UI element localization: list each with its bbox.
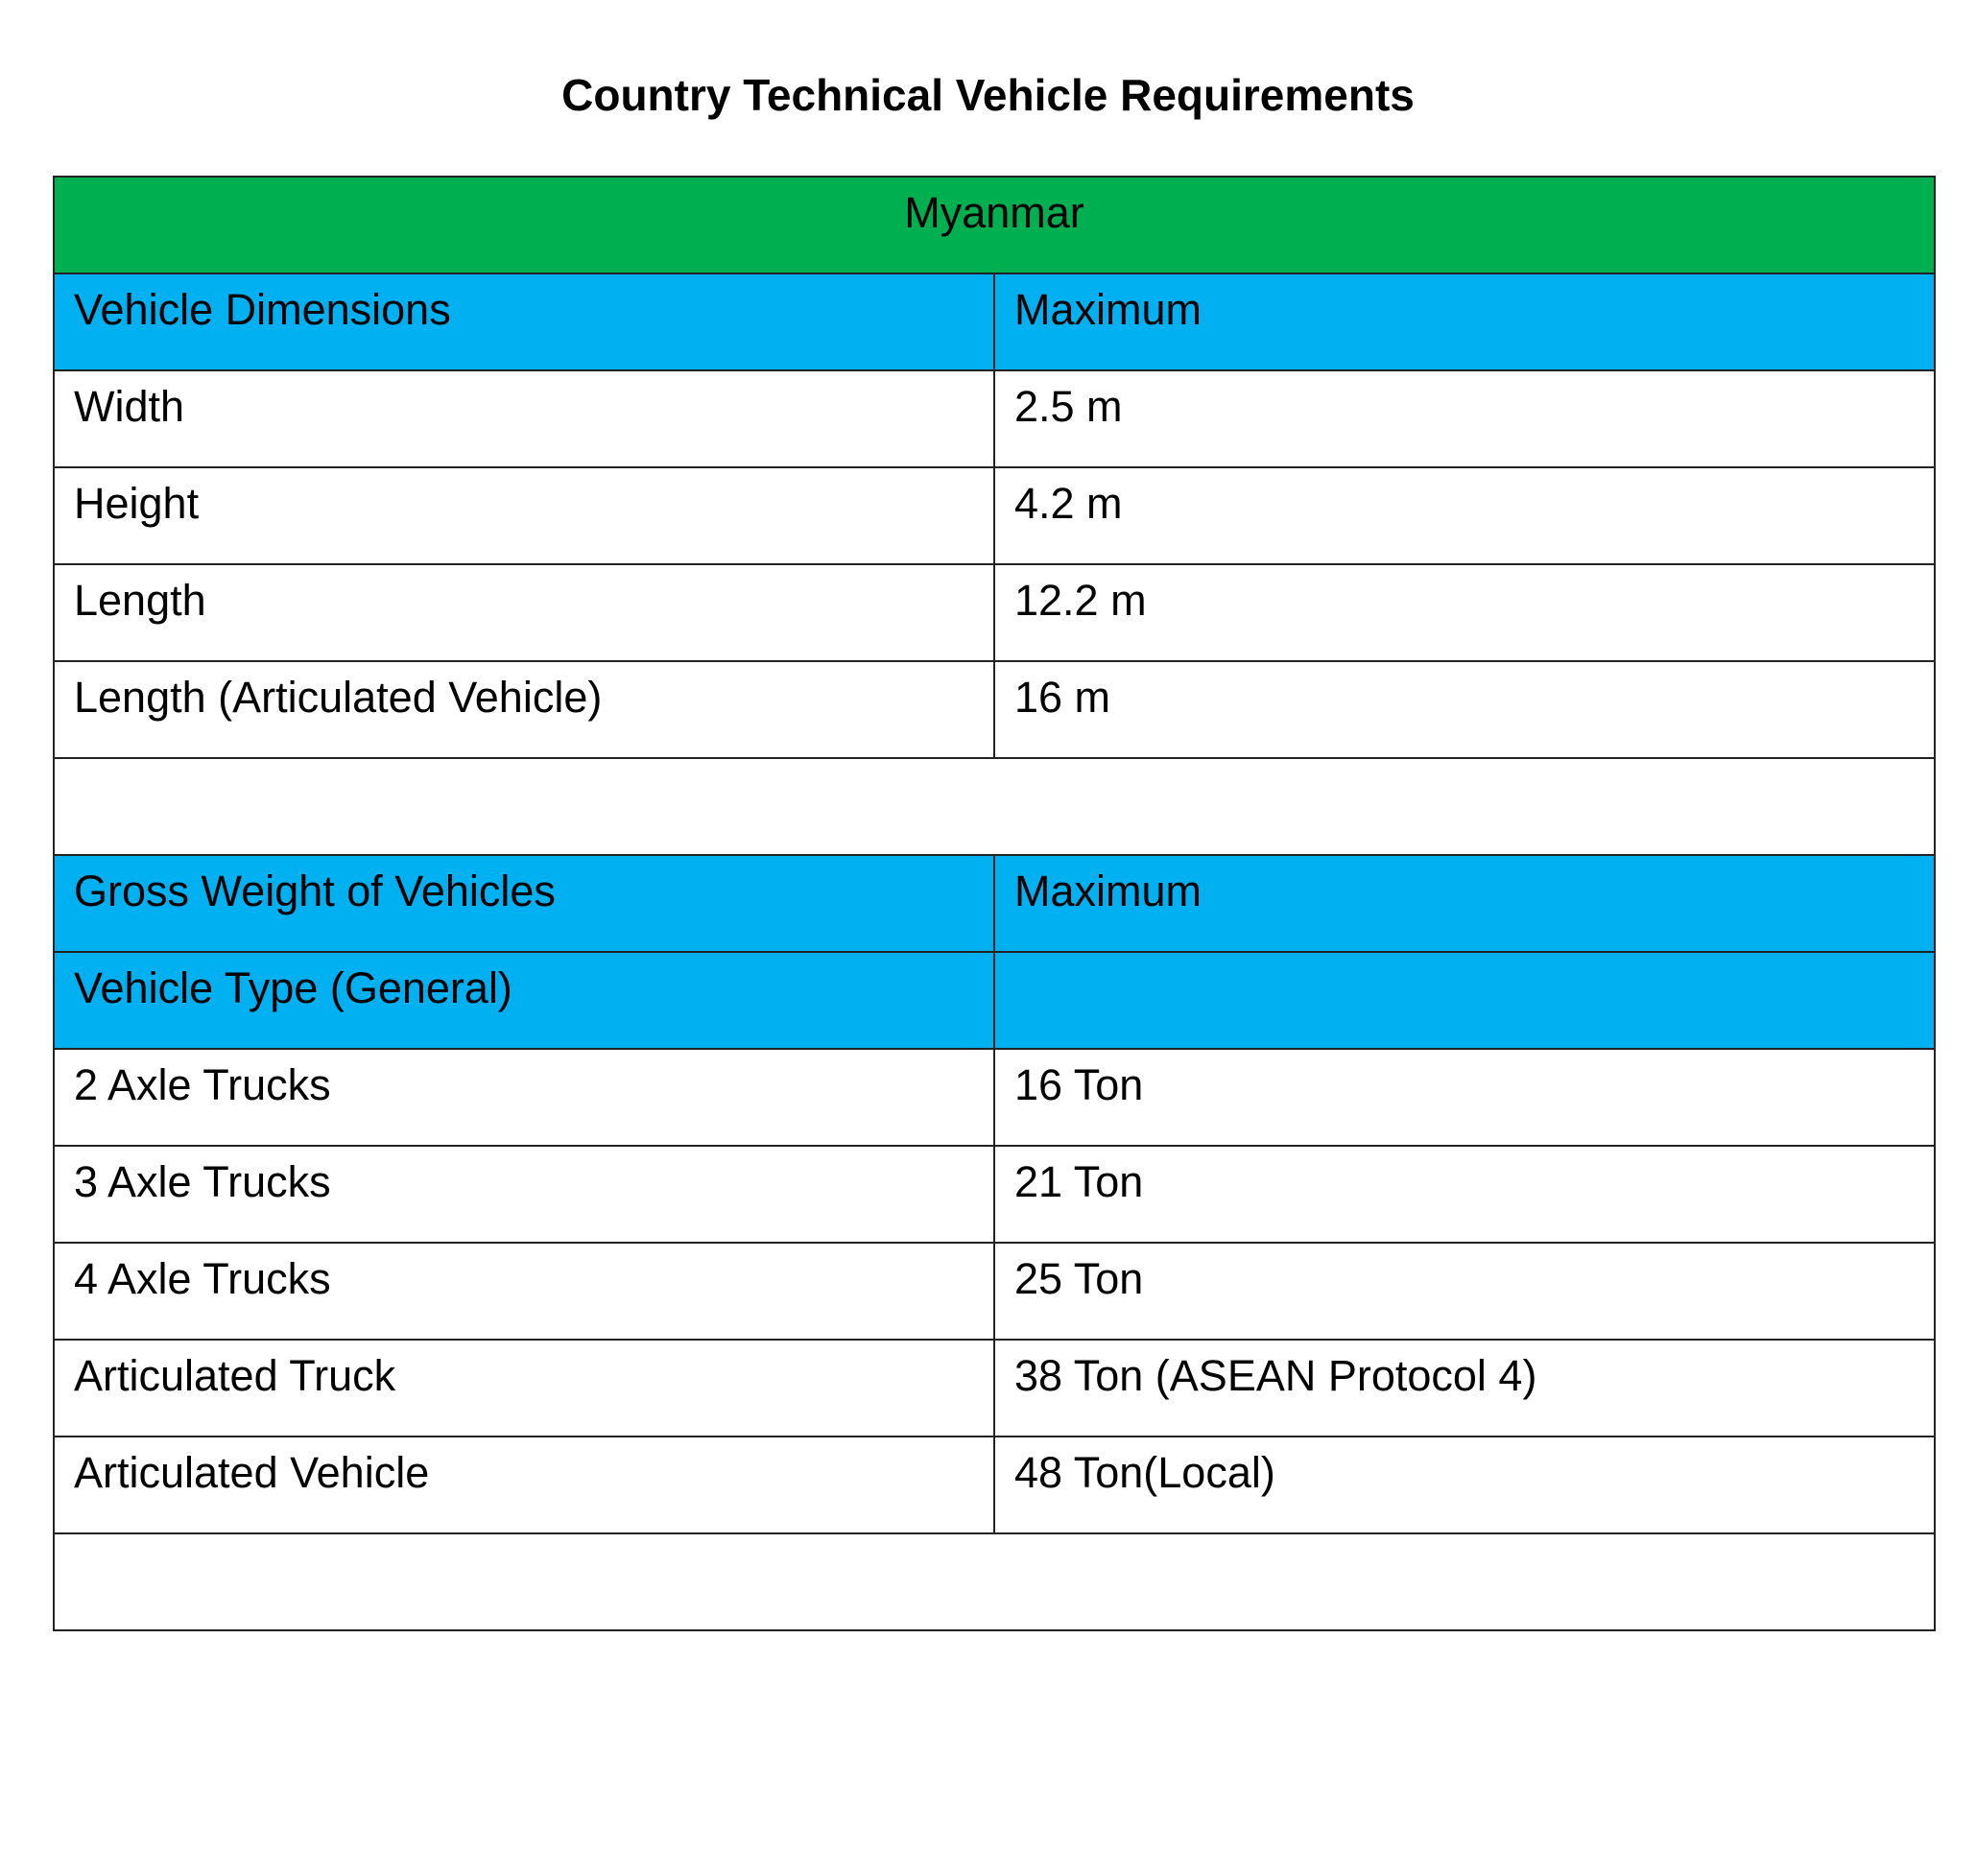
weight-value: 48 Ton(Local) [994, 1437, 1935, 1533]
weight-value: 16 Ton [994, 1049, 1935, 1146]
table-row [54, 467, 1935, 564]
requirements-table [53, 176, 1936, 1631]
dimension-value: 12.2 m [994, 564, 1935, 661]
weight-value: 38 Ton (ASEAN Protocol 4) [994, 1340, 1935, 1437]
dimension-value: 2.5 m [994, 370, 1935, 467]
table-row [54, 1437, 1935, 1533]
dimension-value: 16 m [994, 661, 1935, 758]
vehicle-type-label: Articulated Truck [54, 1340, 994, 1437]
dimension-label: Length (Articulated Vehicle) [54, 661, 994, 758]
weights-header-maximum: Maximum [994, 855, 1935, 952]
weights-header-label: Gross Weight of Vehicles [54, 855, 994, 952]
weights-header-row [54, 855, 1935, 952]
vehicle-type-label: Articulated Vehicle [54, 1437, 994, 1533]
table-row [54, 370, 1935, 467]
weight-value: 25 Ton [994, 1243, 1935, 1340]
vehicle-type-header-row [54, 952, 1935, 1049]
spacer-row [54, 1533, 1935, 1630]
dimensions-header-row [54, 273, 1935, 370]
dimension-label: Width [54, 370, 994, 467]
vehicle-type-header-empty [994, 952, 1935, 1049]
vehicle-type-label: 4 Axle Trucks [54, 1243, 994, 1340]
dimensions-header-maximum: Maximum [994, 273, 1935, 370]
table-row [54, 1340, 1935, 1437]
table-row [54, 1146, 1935, 1243]
dimension-label: Length [54, 564, 994, 661]
dimensions-header-label: Vehicle Dimensions [54, 273, 994, 370]
country-name: Myanmar [54, 177, 1935, 273]
table-row [54, 564, 1935, 661]
vehicle-type-label: 3 Axle Trucks [54, 1146, 994, 1243]
dimension-label: Height [54, 467, 994, 564]
dimension-value: 4.2 m [994, 467, 1935, 564]
table-row [54, 1049, 1935, 1146]
vehicle-type-header-label: Vehicle Type (General) [54, 952, 994, 1049]
vehicle-type-label: 2 Axle Trucks [54, 1049, 994, 1146]
page-title: Country Technical Vehicle Requirements [561, 70, 1415, 120]
spacer-row [54, 758, 1935, 855]
empty-cell [54, 1533, 1935, 1630]
country-header-row [54, 177, 1935, 273]
weight-value: 21 Ton [994, 1146, 1935, 1243]
table-row [54, 661, 1935, 758]
empty-cell [54, 758, 1935, 855]
table-row [54, 1243, 1935, 1340]
